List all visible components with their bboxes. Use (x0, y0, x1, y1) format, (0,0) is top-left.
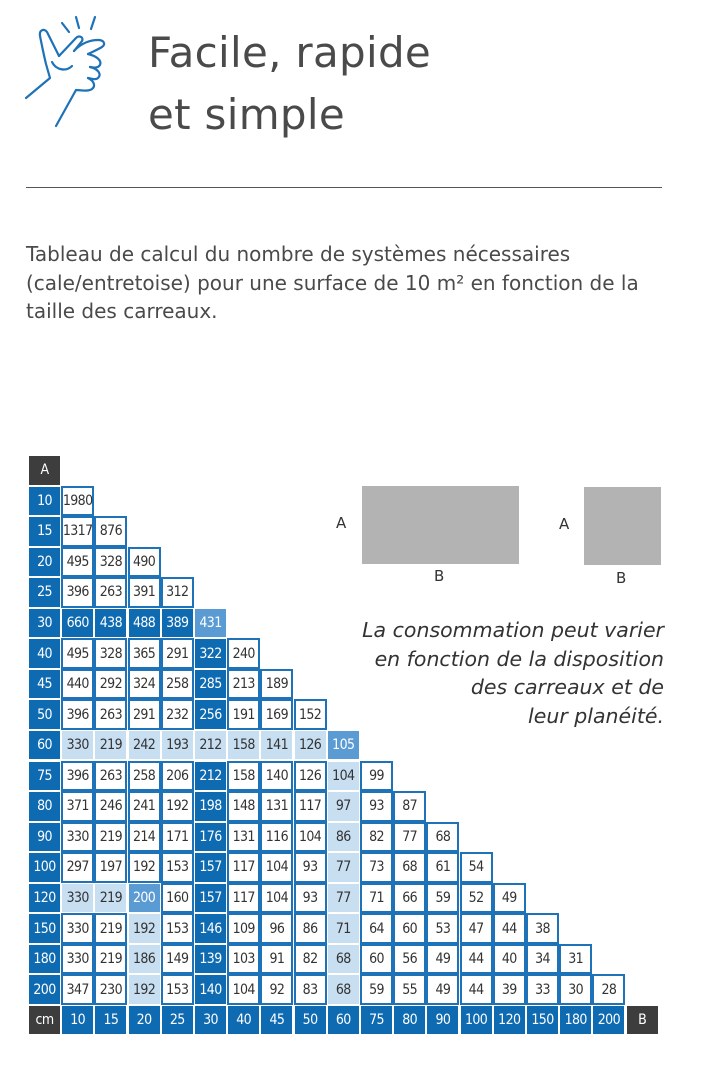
row-header: 40 (28, 638, 61, 669)
table-cell: 297 (61, 852, 94, 883)
table-cell: 230 (94, 974, 127, 1005)
table-cell: 149 (161, 944, 194, 975)
table-cell: 330 (61, 730, 94, 761)
table-cell: 68 (327, 974, 360, 1005)
table-cell: 263 (94, 761, 127, 792)
title-line-2: et simple (148, 90, 345, 139)
table-cell: 141 (260, 730, 293, 761)
table-cell: 86 (294, 913, 327, 944)
row-header: 10 (28, 486, 61, 517)
table-cell: 322 (194, 638, 227, 669)
table-cell: 438 (94, 608, 127, 639)
table-cell: 157 (194, 852, 227, 883)
row-header: 150 (28, 913, 61, 944)
table-cell: 39 (493, 974, 526, 1005)
table-cell: 103 (227, 944, 260, 975)
table-cell: 660 (61, 608, 94, 639)
column-header: 75 (360, 1005, 393, 1036)
table-cell: 158 (227, 761, 260, 792)
table-cell: 212 (194, 730, 227, 761)
table-cell: 86 (327, 822, 360, 853)
table-cell: 54 (460, 852, 493, 883)
table-cell: 1980 (61, 486, 94, 517)
table-cell: 219 (94, 883, 127, 914)
table-cell: 55 (393, 974, 426, 1005)
table-cell: 30 (559, 974, 592, 1005)
table-cell: 59 (426, 883, 459, 914)
table-cell: 61 (426, 852, 459, 883)
table-cell: 232 (161, 699, 194, 730)
table-cell: 31 (559, 944, 592, 975)
table-cell: 157 (194, 883, 227, 914)
table-cell: 59 (360, 974, 393, 1005)
table-cell: 117 (227, 852, 260, 883)
table-cell: 330 (61, 913, 94, 944)
table-cell: 192 (161, 791, 194, 822)
table-cell: 240 (227, 638, 260, 669)
table-cell: 33 (526, 974, 559, 1005)
table-cell: 219 (94, 913, 127, 944)
table-cell: 104 (294, 822, 327, 853)
table-cell: 77 (327, 852, 360, 883)
table-cell: 246 (94, 791, 127, 822)
table-cell: 176 (194, 822, 227, 853)
table-cell: 38 (526, 913, 559, 944)
table-cell: 495 (61, 638, 94, 669)
row-header: 200 (28, 974, 61, 1005)
table-cell: 391 (128, 577, 161, 608)
page-title (148, 22, 431, 146)
table-cell: 263 (94, 577, 127, 608)
row-header: 75 (28, 761, 61, 792)
table-cell: 93 (360, 791, 393, 822)
note-line-3: des carreaux et de (470, 675, 664, 699)
table-cell: 148 (227, 791, 260, 822)
table-cell: 97 (327, 791, 360, 822)
table-cell: 241 (128, 791, 161, 822)
table-cell: 192 (128, 852, 161, 883)
table-cell: 104 (227, 974, 260, 1005)
table-cell: 140 (260, 761, 293, 792)
column-header: 10 (61, 1005, 94, 1036)
table-cell: 396 (61, 577, 94, 608)
table-cell: 192 (128, 974, 161, 1005)
column-header: 180 (559, 1005, 592, 1036)
table-cell: 91 (260, 944, 293, 975)
table-cell: 126 (294, 730, 327, 761)
snap-fingers-hand-icon (22, 14, 122, 132)
table-cell: 876 (94, 516, 127, 547)
row-header: 15 (28, 516, 61, 547)
table-cell: 312 (161, 577, 194, 608)
table-cell: 219 (94, 822, 127, 853)
table-cell: 49 (426, 974, 459, 1005)
table-cell: 347 (61, 974, 94, 1005)
table-cell: 330 (61, 883, 94, 914)
column-header: 50 (294, 1005, 327, 1036)
table-cell: 49 (493, 883, 526, 914)
table-cell: 92 (260, 974, 293, 1005)
row-header: 100 (28, 852, 61, 883)
table-cell: 77 (393, 822, 426, 853)
row-header: 120 (28, 883, 61, 914)
row-header: 20 (28, 547, 61, 578)
table-cell: 191 (227, 699, 260, 730)
table-cell: 193 (161, 730, 194, 761)
table-cell: 117 (227, 883, 260, 914)
table-cell: 131 (260, 791, 293, 822)
column-header: 120 (493, 1005, 526, 1036)
table-cell: 64 (360, 913, 393, 944)
intro-text: Tableau de calcul du nombre de systèmes nécessaires (cale/entretoise) pour une surface de 10 m² en fonction de la taille des carreaux. (26, 242, 639, 323)
divider (26, 187, 662, 188)
table-cell: 68 (393, 852, 426, 883)
table-cell: 105 (327, 730, 360, 761)
table-cell: 189 (260, 669, 293, 700)
table-cell: 93 (294, 883, 327, 914)
landscape-tile-diagram (362, 486, 519, 564)
table-cell: 488 (128, 608, 161, 639)
table-cell: 104 (260, 883, 293, 914)
row-header: 50 (28, 699, 61, 730)
table-cell: 1317 (61, 516, 94, 547)
table-cell: 263 (94, 699, 127, 730)
column-header: 200 (592, 1005, 625, 1036)
table-cell: 431 (194, 608, 227, 639)
row-header: 45 (28, 669, 61, 700)
table-cell: 44 (493, 913, 526, 944)
table-cell: 53 (426, 913, 459, 944)
square-tile-label-b: B (616, 569, 627, 587)
column-header: 20 (128, 1005, 161, 1036)
table-cell: 71 (360, 883, 393, 914)
table-cell: 153 (161, 913, 194, 944)
table-cell: 200 (128, 883, 161, 914)
column-header: 90 (426, 1005, 459, 1036)
table-cell: 330 (61, 944, 94, 975)
table-cell: 82 (360, 822, 393, 853)
table-cell: 96 (260, 913, 293, 944)
table-cell: 116 (260, 822, 293, 853)
table-cell: 365 (128, 638, 161, 669)
table-cell: 60 (393, 913, 426, 944)
table-cell: 256 (194, 699, 227, 730)
table-cell: 213 (227, 669, 260, 700)
table-cell: 146 (194, 913, 227, 944)
table-cell: 169 (260, 699, 293, 730)
table-cell: 396 (61, 761, 94, 792)
table-cell: 328 (94, 638, 127, 669)
table-cell: 242 (128, 730, 161, 761)
table-cell: 495 (61, 547, 94, 578)
table-cell: 66 (393, 883, 426, 914)
table-cell: 197 (94, 852, 127, 883)
row-header: 60 (28, 730, 61, 761)
column-header: 15 (94, 1005, 127, 1036)
table-cell: 219 (94, 944, 127, 975)
table-cell: 44 (460, 974, 493, 1005)
table-cell: 117 (294, 791, 327, 822)
table-cell: 371 (61, 791, 94, 822)
note-line-4: leur planéité. (528, 703, 664, 728)
table-cell: 490 (128, 547, 161, 578)
table-cell: 198 (194, 791, 227, 822)
table-cell: 47 (460, 913, 493, 944)
row-header: 25 (28, 577, 61, 608)
note-line-2: en fonction de la disposition (374, 646, 664, 671)
table-cell: 40 (493, 944, 526, 975)
table-cell: 160 (161, 883, 194, 914)
table-cell: 328 (94, 547, 127, 578)
table-cell: 87 (393, 791, 426, 822)
column-header: 25 (161, 1005, 194, 1036)
table-cell: 206 (161, 761, 194, 792)
table-cell: 68 (426, 822, 459, 853)
row-header: 80 (28, 791, 61, 822)
table-cell: 44 (460, 944, 493, 975)
row-header: 90 (28, 822, 61, 853)
table-cell: 126 (294, 761, 327, 792)
table-cell: 139 (194, 944, 227, 975)
axis-b-header: B (626, 1005, 659, 1036)
table-cell: 83 (294, 974, 327, 1005)
table-cell: 56 (393, 944, 426, 975)
table-cell: 131 (227, 822, 260, 853)
column-header: 40 (227, 1005, 260, 1036)
table-cell: 258 (161, 669, 194, 700)
table-cell: 104 (327, 761, 360, 792)
landscape-tile-label-a: A (336, 514, 347, 532)
table-cell: 28 (592, 974, 625, 1005)
table-cell: 158 (227, 730, 260, 761)
table-cell: 292 (94, 669, 127, 700)
note-line-1: La consommation peut varier (362, 618, 664, 642)
column-header: 30 (194, 1005, 227, 1036)
column-header: 60 (327, 1005, 360, 1036)
table-cell: 186 (128, 944, 161, 975)
table-cell: 99 (360, 761, 393, 792)
table-cell: 330 (61, 822, 94, 853)
column-header: 45 (260, 1005, 293, 1036)
table-cell: 49 (426, 944, 459, 975)
table-cell: 153 (161, 974, 194, 1005)
axis-a-header: A (28, 455, 61, 486)
table-cell: 104 (260, 852, 293, 883)
column-header: 80 (393, 1005, 426, 1036)
table-cell: 153 (161, 852, 194, 883)
column-header: 150 (526, 1005, 559, 1036)
title-line-1: Facile, rapide (148, 28, 432, 77)
row-header: 180 (28, 944, 61, 975)
landscape-tile-label-b: B (434, 567, 445, 585)
table-cell: 93 (294, 852, 327, 883)
table-cell: 396 (61, 699, 94, 730)
square-tile-label-a: A (559, 515, 570, 533)
table-cell: 324 (128, 669, 161, 700)
table-cell: 285 (194, 669, 227, 700)
table-cell: 34 (526, 944, 559, 975)
unit-header: cm (28, 1005, 61, 1036)
table-cell: 219 (94, 730, 127, 761)
table-cell: 60 (360, 944, 393, 975)
table-cell: 52 (460, 883, 493, 914)
table-cell: 77 (327, 883, 360, 914)
table-cell: 171 (161, 822, 194, 853)
table-cell: 140 (194, 974, 227, 1005)
table-cell: 440 (61, 669, 94, 700)
table-cell: 192 (128, 913, 161, 944)
table-cell: 68 (327, 944, 360, 975)
column-header: 100 (460, 1005, 493, 1036)
table-cell: 214 (128, 822, 161, 853)
table-cell: 291 (128, 699, 161, 730)
table-cell: 212 (194, 761, 227, 792)
table-cell: 291 (161, 638, 194, 669)
table-cell: 109 (227, 913, 260, 944)
table-cell: 73 (360, 852, 393, 883)
table-cell: 71 (327, 913, 360, 944)
table-cell: 82 (294, 944, 327, 975)
table-cell: 389 (161, 608, 194, 639)
row-header: 30 (28, 608, 61, 639)
table-cell: 258 (128, 761, 161, 792)
table-cell: 152 (294, 699, 327, 730)
consumption-note (300, 616, 664, 730)
square-tile-diagram (584, 487, 661, 565)
